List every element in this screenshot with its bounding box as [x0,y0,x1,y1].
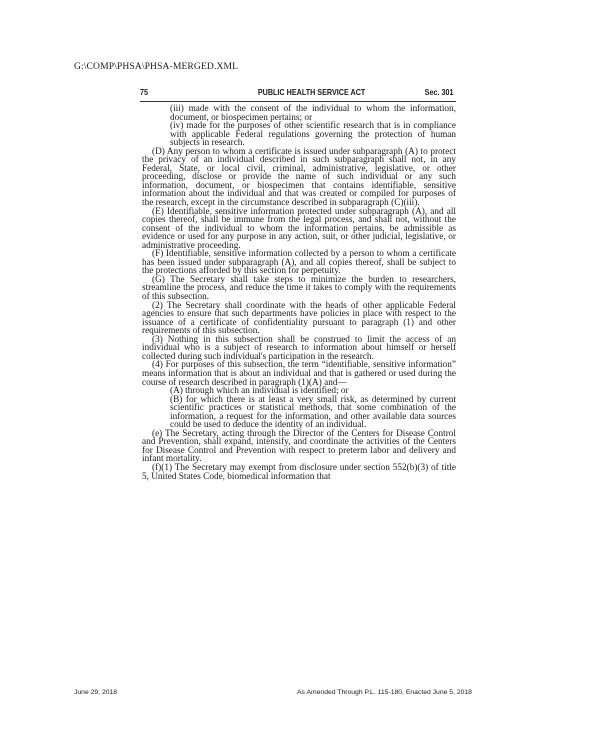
section-label: Sec. 301 [424,87,454,97]
footer-date: June 29, 2018 [74,689,118,696]
paragraph: (F) Identifiable, sensitive information collected by a person to whom a certificate has been issued under subparagraph (A), and all copies thereof, shall be subject to the protections afforded by this section for perpetuity. [142,249,456,277]
paragraph: (E) Identifiable, sensitive information protected under subparagraph (A), and all copies thereof, shall be immune from the legal process, and shall not, without the consent of the individual to whom the information pertains, be admissible as evidence or used for any purpose in any action, suit, or other judicial, legislative, or administrative proceeding. [142,206,456,251]
paragraph: (3) Nothing in this subsection shall be construed to limit the access of an individual who is a subject of research to information about himself or herself collected during such individual's participation in the research. [142,334,456,362]
paragraph: (f)(1) The Secretary may exempt from disclosure under section 552(b)(3) of title 5, United States Code, biomedical information that [142,462,456,482]
running-title: PUBLIC HEALTH SERVICE ACT [257,87,366,97]
paragraph: (D) Any person to whom a certificate is issued under subparagraph (A) to protect the privacy of an individual described in such subparagraph shall not, in any Federal, State, or local civil, criminal, administrative, legislative, or other proceeding, disclose or provide the name of such individual or any such information, document, or biospecimen that contains identifiable, sensitive information about the individual and that was created or compiled for purposes of the research, except in the circumstance described in subparagraph (C)(iii). [142,146,456,209]
footer-amended-note: As Amended Through P.L. 115-180, Enacted June 5, 2018 [297,689,472,696]
statute-body [142,105,456,481]
paragraph: (G) The Secretary shall take steps to minimize the burden to researchers, streamline the process, and reduce the time it takes to comply with the requirements of this subsection. [142,274,456,303]
paragraph: (e) The Secretary, acting through the Director of the Centers for Disease Control and Prevention, shall expand, intensify, and coordinate the activities of the Centers for Disease Control and Prevention with respect to preterm labor and delivery and infant mortality. [142,428,456,465]
paragraph: (iv) made for the purposes of other scientific research that is in compliance with applicable Federal regulations governing the protection of human subjects in research. [170,121,456,149]
file-path: G:\COMP\PHSA\PHSA-MERGED.XML [74,61,239,72]
page-number: 75 [140,87,149,97]
paragraph: (4) For purposes of this subsection, the term “identifiable, sensitive information” means information that is about an individual and that is gathered or used during the course of research described in paragraph (1)(A) and— [142,360,456,388]
header-rule [140,101,456,102]
paragraph: (A) through which an individual is identified; or [170,386,349,397]
paragraph: (B) for which there is at least a very small risk, as determined by current scientific practices or statistical methods, that some combination of the information, a request for the information, and other available data sources could be used to deduce the identity of an individual. [170,394,456,431]
paragraph: (2) The Secretary shall coordinate with the heads of other applicable Federal agencies to ensure that such departments have policies in place with respect to the issuance of a certificate of confidentiality pursuant to paragraph (1) and other requirements of this subsection. [142,300,456,337]
paragraph: (iii) made with the consent of the individual to whom the information, document, or biospecimen pertains; or [170,104,456,123]
